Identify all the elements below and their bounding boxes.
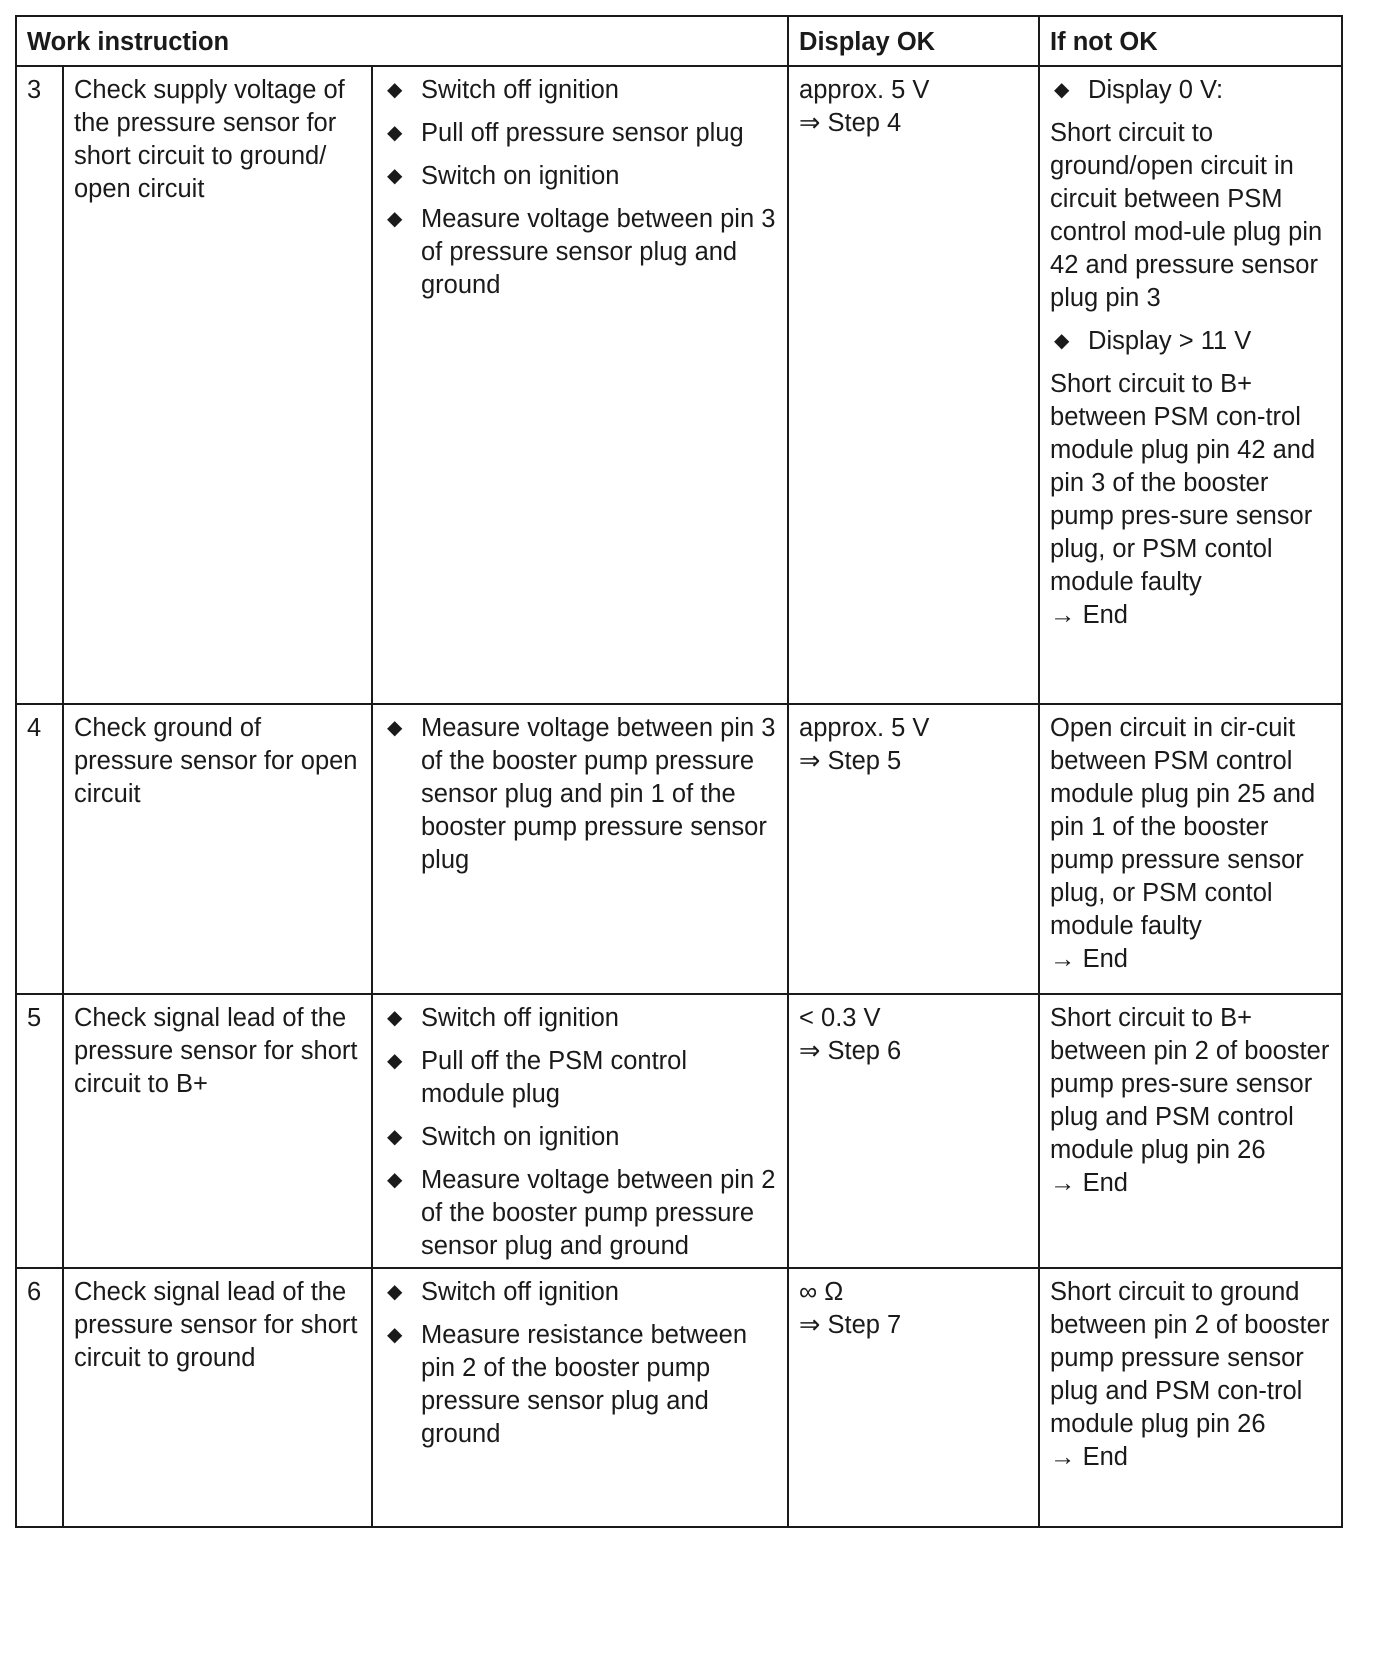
- task-description: Check signal lead of the pressure sensor for short circuit to B+: [63, 994, 372, 1268]
- work-instruction-table: [15, 15, 1343, 1528]
- if-not-ok-cell: [1039, 704, 1342, 994]
- diamond-bullet-icon: ◆: [387, 1007, 403, 1029]
- diamond-bullet-icon: ◆: [387, 1281, 403, 1303]
- header-row: [16, 16, 1342, 66]
- display-value: approx. 5 V: [799, 76, 930, 104]
- not-ok-condition: ◆ Display > 11 V: [1050, 325, 1330, 358]
- end-marker: → End: [1050, 601, 1128, 629]
- action-item: ◆ Switch on ignition: [383, 160, 776, 193]
- action-item: ◆ Switch on ignition: [383, 1121, 776, 1154]
- table-row-step-3: [16, 66, 1342, 704]
- display-value: approx. 5 V: [799, 714, 930, 742]
- table-row-step-4: [16, 704, 1342, 994]
- action-list-cell: [372, 994, 788, 1268]
- diamond-bullet-icon: ◆: [387, 1324, 403, 1346]
- display-ok-cell: [788, 1268, 1039, 1527]
- task-description: Check ground of pressure sensor for open circuit: [63, 704, 372, 994]
- action-item: ◆ Pull off the PSM control module plug: [387, 1047, 687, 1108]
- not-ok-text: Short circuit to ground/open circuit in circuit between PSM control mod-ule plug pin 42 and pressure sensor plug pin 3: [1050, 119, 1323, 312]
- action-item: ◆ Pull off pressure sensor plug: [383, 117, 776, 150]
- action-item: ◆ Switch off ignition: [383, 1002, 776, 1035]
- if-not-ok-cell: [1039, 1268, 1342, 1527]
- diamond-bullet-icon: ◆: [387, 122, 403, 144]
- header-if-not-ok: If not OK: [1039, 16, 1342, 66]
- header-work-instruction: Work instruction: [16, 16, 788, 66]
- task-description: Check supply voltage of the pressure sensor for short circuit to ground/ open circuit: [63, 66, 372, 704]
- end-marker: → End: [1050, 1169, 1128, 1197]
- if-not-ok-cell: [1039, 66, 1342, 704]
- display-value: < 0.3 V: [799, 1004, 881, 1032]
- display-ok-cell: [788, 704, 1039, 994]
- action-list: [383, 712, 776, 877]
- diamond-bullet-icon: ◆: [1054, 79, 1070, 101]
- end-marker: → End: [1050, 1443, 1128, 1471]
- table-row-step-6: [16, 1268, 1342, 1527]
- diamond-bullet-icon: ◆: [387, 208, 403, 230]
- display-ok-cell: [788, 66, 1039, 704]
- action-list: [383, 74, 776, 302]
- not-ok-condition: ◆ Display 0 V:: [1050, 74, 1330, 107]
- action-list-cell: [372, 1268, 788, 1527]
- diamond-bullet-icon: ◆: [387, 1050, 403, 1072]
- table-row-step-5: [16, 994, 1342, 1268]
- not-ok-text: Short circuit to B+ between PSM con-trol module plug pin 42 and pin 3 of the booster pump pres-sure sensor plug, or PSM contol module faulty: [1050, 370, 1316, 596]
- not-ok-text: Short circuit to ground between pin 2 of booster pump pressure sensor plug and PSM con-trol module plug pin 26: [1050, 1278, 1330, 1438]
- next-step: ⇒ Step 6: [799, 1037, 902, 1065]
- action-item: ◆ Measure voltage between pin 3 of the booster pump pressure sensor plug and pin 1 of the booster pump pressure sensor plug: [387, 714, 776, 874]
- header-display-ok: Display OK: [788, 16, 1039, 66]
- diamond-bullet-icon: ◆: [387, 1126, 403, 1148]
- action-list: [383, 1002, 776, 1263]
- step-number: 4: [16, 704, 63, 994]
- action-item: ◆ Measure voltage between pin 3 of pressure sensor plug and ground: [387, 205, 776, 299]
- next-step: ⇒ Step 5: [799, 747, 902, 775]
- diamond-bullet-icon: ◆: [1054, 330, 1070, 352]
- action-list-cell: [372, 66, 788, 704]
- action-item: ◆ Measure resistance between pin 2 of the booster pump pressure sensor plug and ground: [387, 1321, 748, 1448]
- display-value: ∞ Ω: [799, 1278, 844, 1306]
- not-ok-text: Open circuit in cir-cuit between PSM control module plug pin 25 and pin 1 of the booster pump pressure sensor plug, or PSM contol module faulty: [1050, 714, 1316, 940]
- not-ok-text: Short circuit to B+ between pin 2 of booster pump pres-sure sensor plug and PSM control module plug pin 26: [1050, 1004, 1330, 1164]
- action-list-cell: [372, 704, 788, 994]
- end-marker: → End: [1050, 945, 1128, 973]
- action-item: ◆ Measure voltage between pin 2 of the booster pump pressure sensor plug and ground: [387, 1166, 776, 1260]
- action-item: ◆ Switch off ignition: [383, 74, 776, 107]
- diamond-bullet-icon: ◆: [387, 165, 403, 187]
- diamond-bullet-icon: ◆: [387, 717, 403, 739]
- action-list: [383, 1276, 776, 1451]
- step-number: 5: [16, 994, 63, 1268]
- step-number: 6: [16, 1268, 63, 1527]
- action-item: ◆ Switch off ignition: [383, 1276, 776, 1309]
- display-ok-cell: [788, 994, 1039, 1268]
- step-number: 3: [16, 66, 63, 704]
- next-step: ⇒ Step 4: [799, 109, 902, 137]
- if-not-ok-cell: [1039, 994, 1342, 1268]
- diamond-bullet-icon: ◆: [387, 1169, 403, 1191]
- diamond-bullet-icon: ◆: [387, 79, 403, 101]
- task-description: Check signal lead of the pressure sensor for short circuit to ground: [63, 1268, 372, 1527]
- next-step: ⇒ Step 7: [799, 1311, 902, 1339]
